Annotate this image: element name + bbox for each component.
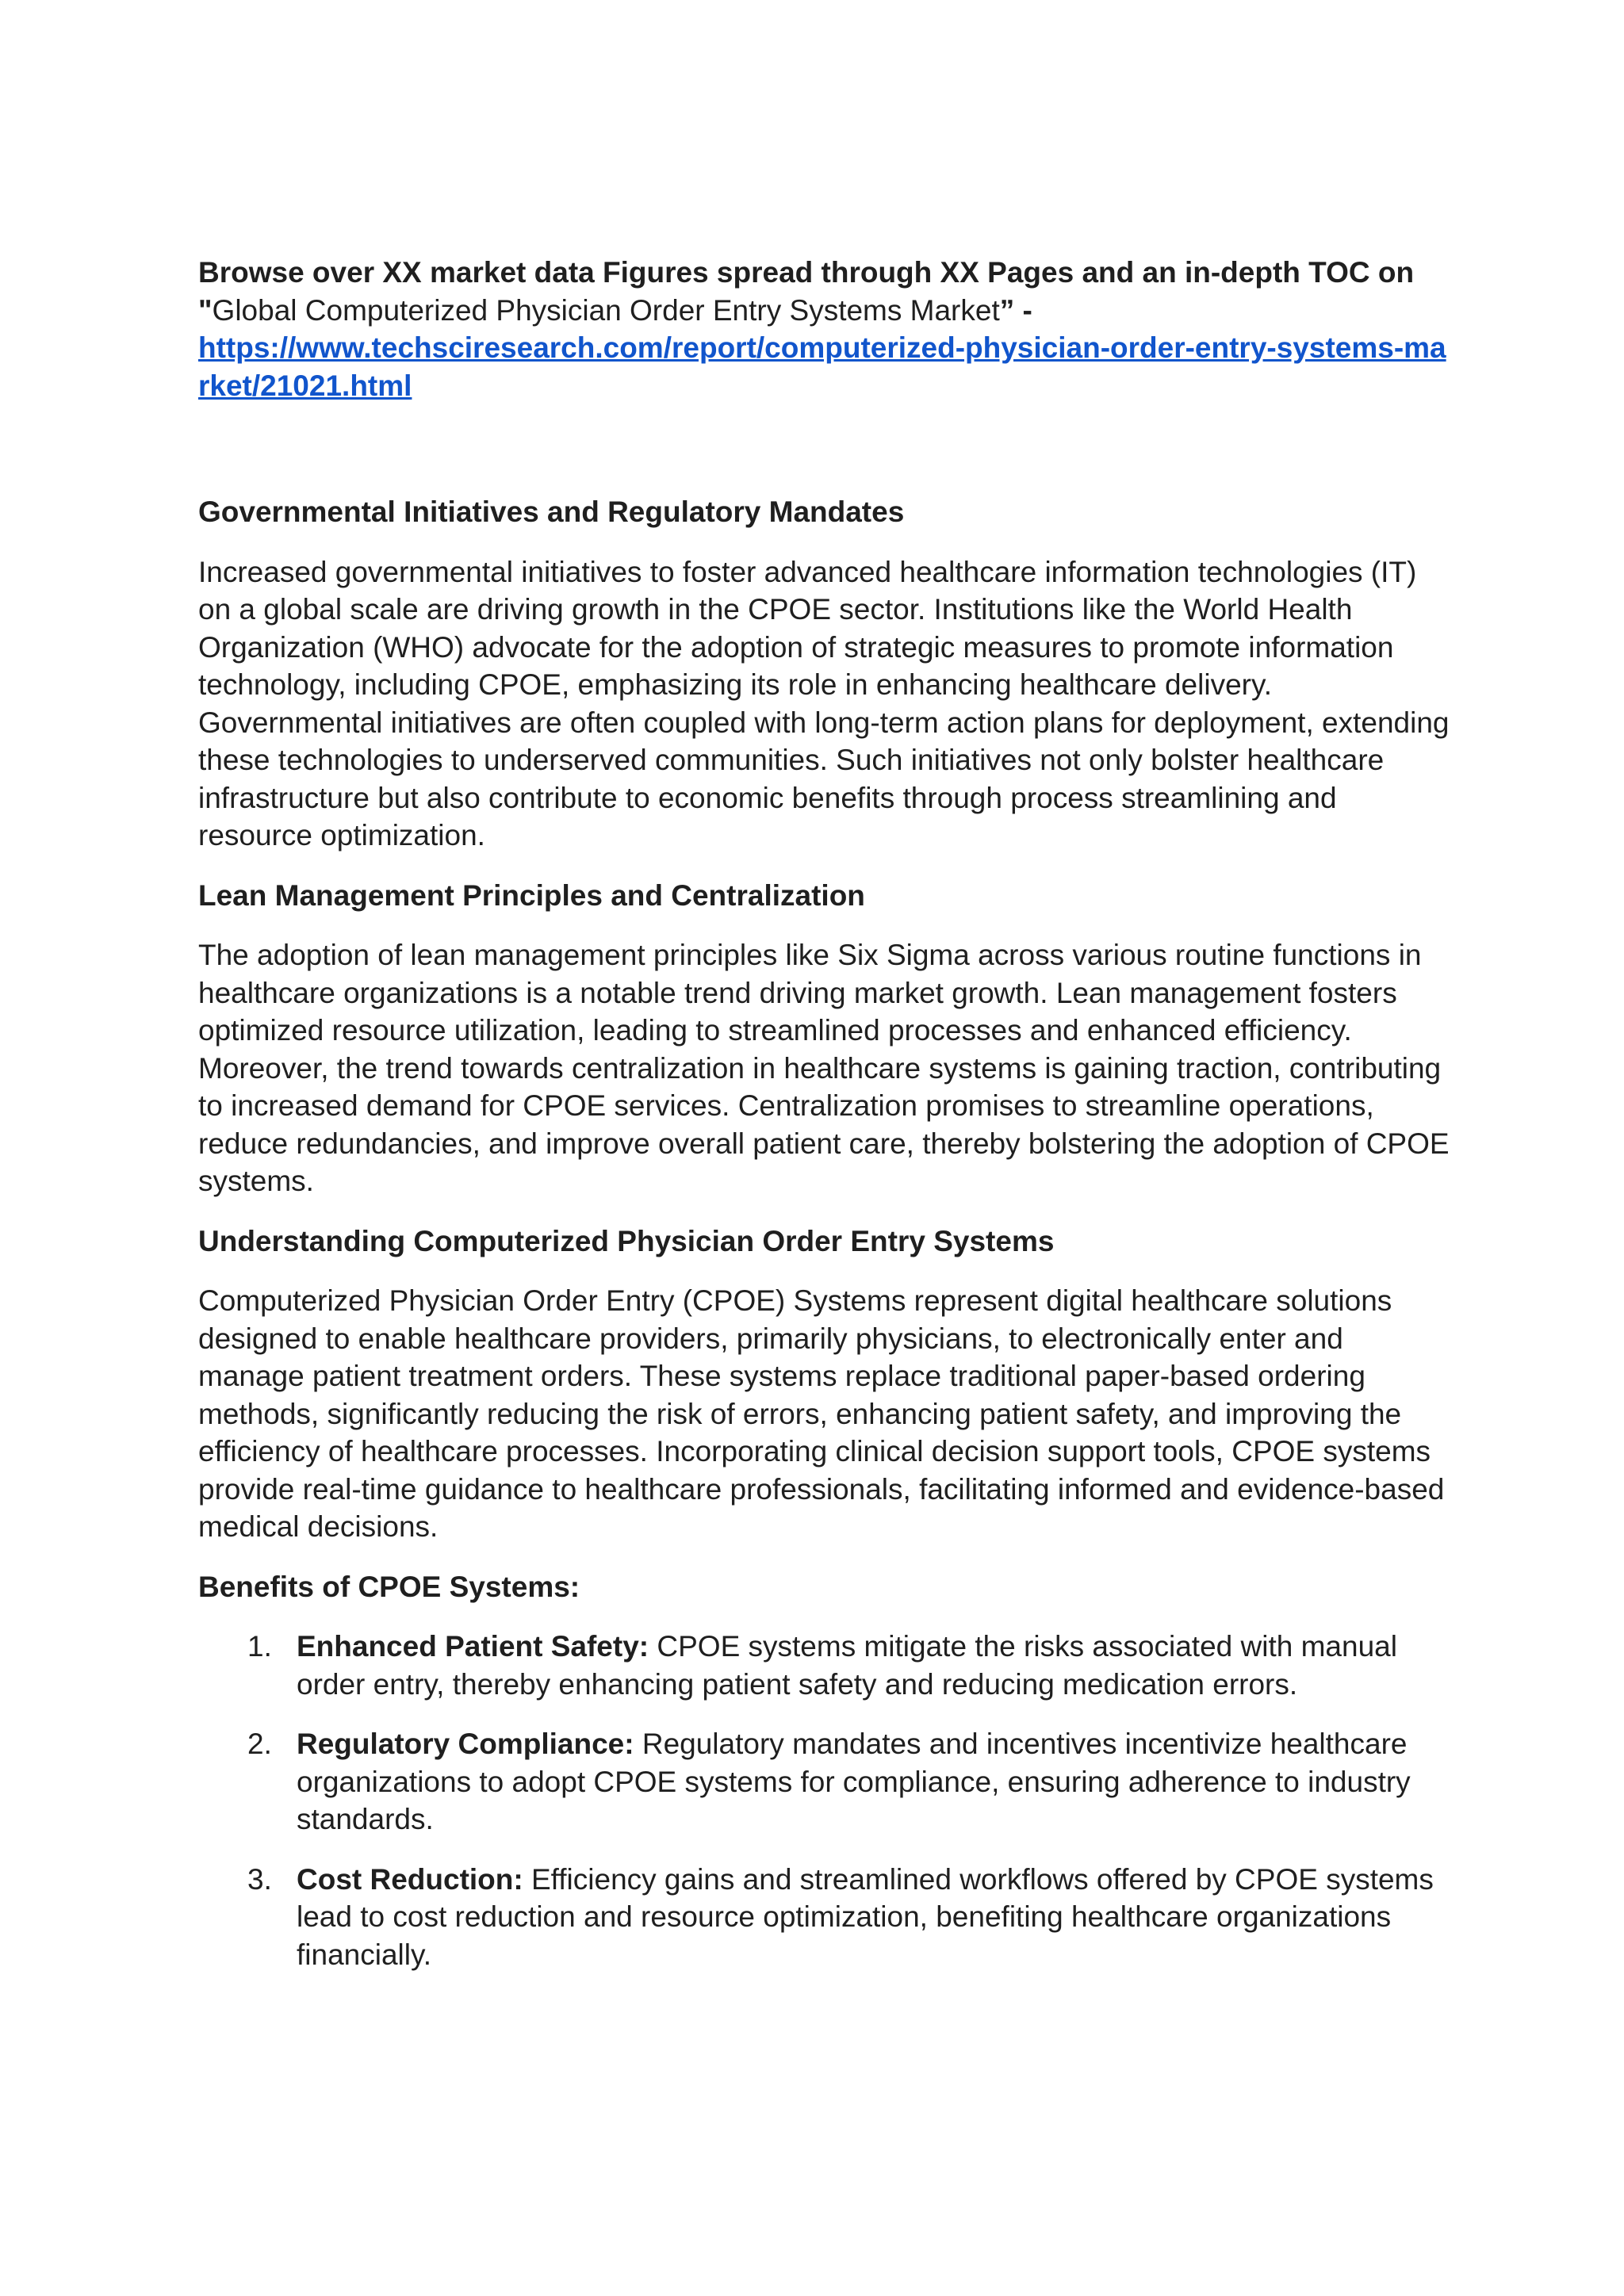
section-body-cpoe: Computerized Physician Order Entry (CPOE) Systems represent digital healthcare solutions designed to enable healthcare providers, primarily physicians, to electronically enter and manage patient treatment orders. These systems replace traditional paper-based ordering methods, significantly reducing the risk of errors, enhancing patient safety, and improving the efficiency of healthcare processes. Incorporating clinical decision support tools, CPOE systems provide real-time guidance to healthcare professionals, facilitating informed and evidence-based medical decisions.	[198, 1284, 1445, 1543]
list-item	[247, 1861, 1451, 1974]
list-item-term: Enhanced Patient Safety:	[297, 1630, 649, 1663]
list-item-term: Regulatory Compliance:	[297, 1728, 634, 1760]
benefits-heading: Benefits of CPOE Systems:	[198, 1570, 580, 1603]
section-body-governmental: Increased governmental initiatives to foster advanced healthcare information technologies (IT) on a global scale are driving growth in the CPOE sector. Institutions like the World Health Organization (WHO) advocate for the adoption of strategic measures to promote information technology, including CPOE, emphasizing its role in enhancing healthcare delivery. Governmental initiatives are often coupled with long-term action plans for deployment, extending these technologies to underserved communities. Such initiatives not only bolster healthcare infrastructure but also contribute to economic benefits through process streamlining and resource optimization.	[198, 555, 1450, 851]
report-link[interactable]: https://www.techsciresearch.com/report/computerized-physician-order-entry-systems-market/21021.html	[198, 331, 1446, 402]
intro-paragraph	[198, 254, 1451, 404]
report-title: Global Computerized Physician Order Entry Systems Market	[212, 293, 1000, 327]
list-item-text: Regulatory mandates and incentives incentivize healthcare organizations to adopt CPOE systems for compliance, ensuring adherence to industry standards.	[297, 1728, 1411, 1835]
intro-lead: Browse over XX market data Figures spread through XX Pages and an in-depth TOC on "	[198, 256, 1415, 327]
list-item-text: CPOE systems mitigate the risks associated with manual order entry, thereby enhancing patient safety and reducing medication errors.	[297, 1630, 1397, 1701]
section-heading-governmental: Governmental Initiatives and Regulatory Mandates	[198, 496, 905, 528]
section-body-lean: The adoption of lean management principles like Six Sigma across various routine functions in healthcare organizations is a notable trend driving market growth. Lean management fosters optimized resource utilization, leading to streamlined processes and enhanced efficiency. Moreover, the trend towards centralization in healthcare systems is gaining traction, contributing to increased demand for CPOE services. Centralization promises to streamline operations, reduce redundancies, and improve overall patient care, thereby bolstering the adoption of CPOE systems.	[198, 939, 1450, 1197]
intro-trail: ” -	[999, 293, 1032, 327]
list-item-text: Efficiency gains and streamlined workflows offered by CPOE systems lead to cost reduction and resource optimization, benefiting healthcare organizations financially.	[297, 1862, 1434, 1971]
list-item-term: Cost Reduction:	[297, 1862, 523, 1896]
list-item-number: 1.	[247, 1630, 272, 1663]
list-item	[247, 1725, 1451, 1839]
section-heading-lean: Lean Management Principles and Centralization	[198, 878, 865, 912]
benefits-list	[198, 1628, 1451, 1973]
list-item	[247, 1628, 1451, 1703]
list-item-number: 3.	[247, 1862, 272, 1896]
list-item-number: 2.	[247, 1728, 272, 1760]
document-page	[198, 254, 1451, 1996]
section-heading-cpoe: Understanding Computerized Physician Order Entry Systems	[198, 1224, 1055, 1257]
